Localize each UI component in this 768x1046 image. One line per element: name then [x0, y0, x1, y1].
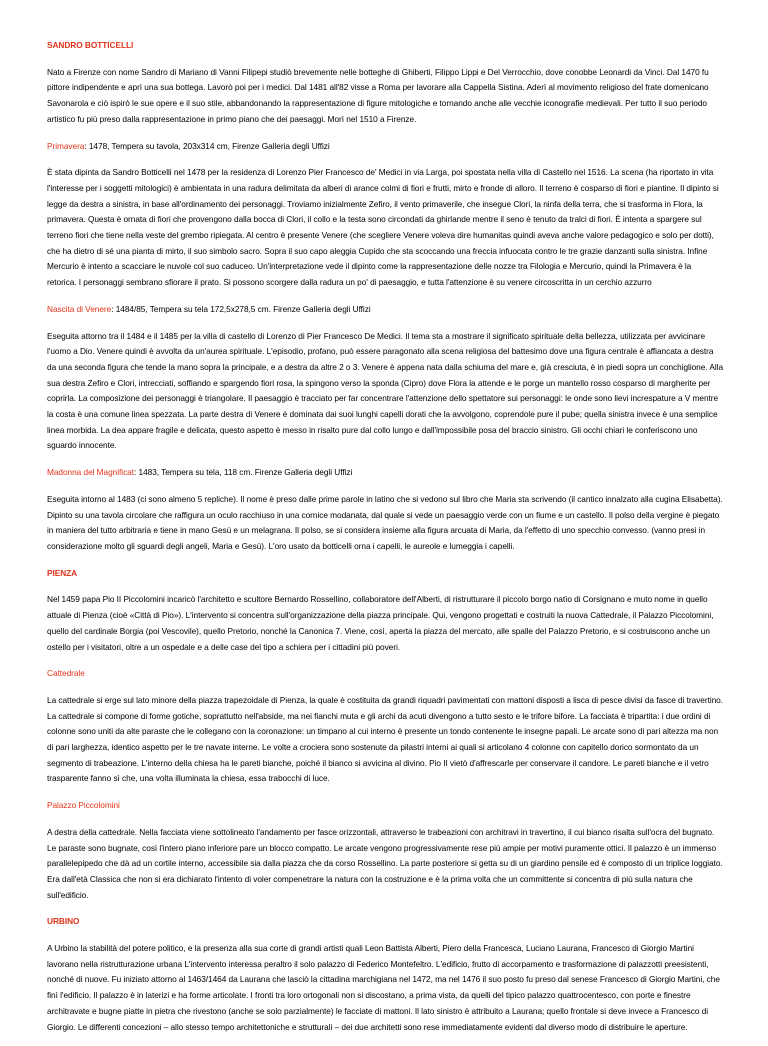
artwork-title-primavera: Primavera	[47, 140, 85, 151]
paragraph-magnificat: Eseguita intorno al 1483 (ci sono almeno 5 repliche). Il nome è preso dalle prime parole in latino che si vedono sul libro che Maria sta scrivendo (il cantico innalzato alla cugina Elisabetta). Dipinto su una tavola circolare che raffigura un oculo racchiuso in una cornice modanata, dal quale si vede un paesaggio verde con un fiume e un castello. Il polso della vergine è piegato in maniera del tutto arbitraria e tiene in mano Gesù e un melagrana. Il polso, se si considera insieme alla figura arcuata di Maria, da l'effetto di uno specchio convesso. (vanno presi in considerazione molto gli sguardi degli angeli, Maria e Gesù). L'oro usato da botticelli orna i capelli, le aureole e lumeggia i capelli.	[47, 493, 723, 551]
section-heading-botticelli: SANDRO BOTTICELLI	[47, 40, 134, 50]
paragraph-primavera: È stata dipinta da Sandro Botticelli nel 1478 per la residenza di Lorenzo Pier Francesco de' Medici in via Larga, poi spostata nella villa di Castello nel 1516. La scena (ha riportato in vita l'interesse per i soggetti mitologici) è ambientata in una radura delimitata da alberi di arance colmi di fiori e frutti, mirto e fronde di alloro. Il terreno è cosparso di fiori e piantine. Il dipinto si legge da destra a sinistra, in base all'ordinamento dei personaggi. Troviamo inizialmente Zefiro, il vento primaverile, che insegue Clori, la ninfa della terra, che si trasforma in Flora, la primavera. Questa è ornata di fiori che provengono dalla bocca di Clori, il collo e la testa sono circondati da ghirlande mentre il seno è tenuto da tralci di fiori. È intenta a spargere sul terreno fiori che tiene nella veste del grembo ripiegata. Al centro è presente Venere (che scegliere Venere voleva dire humanitas quindi aveva anche valore pedagogico e solo per dotti), che ha dietro di sé una pianta di mirto, il suo simbolo sacro. Sopra il suo capo aleggia Cupido che sta scoccando una freccia infuocata contro le tre grazie danzanti sulla sinistra. Infine Mercurio è intento a scacciare le nuvole col suo caduceo. Un'interpretazione vede il dipinto come la rappresentazione delle nozze tra Filologia e Mercurio, quindi la Primavera è la retorica. I personaggi sembrano sfiorare il prato. Si possono scorgere dalla radura un po' di paesaggio, e tutta l'attenzione è su venere circoscritta in un cerchio azzurro	[47, 167, 719, 288]
artwork-meta-primavera: : 1478, Tempera su tavola, 203x314 cm, Firenze Galleria degli Uffizi	[84, 140, 330, 151]
paragraph-cattedrale: La cattedrale si erge sul lato minore della piazza trapezoidale di Pienza, la quale è costituita da grandi riquadri pavimentati con mattoni disposti a lisca di pesce divisi da fasce di travertino. La cattedrale si compone di forme gotiche, soprattutto nell'abside, ma nei fianchi muta e gli archi da acuti divengono a tutto sesto e le trifore bifore. La facciata è tripartita: i due ordini di colonne sono uniti da alte paraste che le collegano con la coronazione: un timpano al cui interno è presente un tondo contenente le insegne papali. Le arcate sono di pari altezza ma non di pari larghezza, identico aspetto per le tre navate interne. Le volte a crociera sono sostenute da pilastri interni ai quali si articolano 4 colonne con capitello dorico sormontato da un segmento di trabeazione. L'interno della chiesa ha le pareti bianche, poiché il bianco si avvicina al divino. Pio II vietò d'affrescarle per conservare il candore. Le pareti bianche e il vetro trasparente fanno sì che, una volta illuminata la chiesa, essa trabocchi di luce.	[47, 694, 723, 784]
subheading-cattedrale	[47, 666, 723, 682]
paragraph-venere: Eseguita attorno tra il 1484 e il 1485 per la villa di castello di Lorenzo di Pier Francesco De Medici. Il tema sta a mostrare il significato spirituale della bellezza, utilizzata per avvicinare l'uomo a Dio. Venere quindi è avvolta da un'aurea spirituale. L'episodio, profano, può essere paragonato alla scena religiosa del battesimo dove una figura centrale è affiancata a destra da una seconda figura che tende la mano sopra la principale, e a destra da altre 2 o 3. Venere è appena nata dalla schiuma del mare e, già cresciuta, è in piedi sopra un conchiglione. Alla sua destra Zefiro e Clori, intrecciati, soffiando e spargendo fiori rosa, la spingono verso la sponda (Cipro) dove Flora la attende e le porge un mantello rosso cosparso di margherite per coprirla. La composizione dei personaggi è triangolare. Il paesaggio è tracciato per far concentrare l'attenzione dello spettatore sui personaggi: le onde sono lievi increspature a V mentre la costa è una comune linea spezzata. La parte destra di Venere è dominata dai suoi lunghi capelli dorati che la avvolgono, coprendole pure il pube; quella sinistra invece è una semplice linea morbida. La dea appare fragile e delicata, questo aspetto è messo in risalto pure dal collo lungo e dall'impossibile posa del braccio sinistro. Gli occhi chiari le conferiscono uno sguardo innocente.	[47, 330, 724, 451]
document-page	[47, 38, 723, 1046]
paragraph-urbino: A Urbino la stabilità del potere politico, e la presenza alla sua corte di grandi artisti quali Leon Battista Alberti, Piero della Francesca, Luciano Laurana, Francesco di Giorgio Martini lavorano nella ristrutturazione urbana L'intervento interessa peraltro il solo palazzo di Federico Montefeltro. L'edificio, frutto di accorpamento e trasformazione di palazzotti preesistenti, nonché di nuove. Fu iniziato attorno al 1463/1464 da Laurana che lasciò la cittadina marchigiana nel 1472, ma nel 1476 il suo posto fu preso dal senese Francesco di Giorgio Martini, che finì l'edificio. Il palazzo è in laterizi e ha forme articolate. I fronti tra loro ortogonali non si discostano, a prima vista, da quelli del tipico palazzo quattrocentesco, con porte e finestre architravate e bugne piatte in pietra che rivestono (anche se solo parzialmente) le facciate di mattoni. Il lato sinistro è attribuito a Laurana; quello frontale si deve invece a Francesco di Giorgio. Le differenti concezioni – allo stesso tempo architettoniche e strutturali – dei due architetti sono rese immediatamente evidenti dal diverso modo di distribuire le aperture.	[47, 943, 720, 1032]
subheading-palazzo-text: Palazzo Piccolomini	[47, 800, 120, 811]
artwork-caption-magnificat	[47, 465, 723, 481]
artwork-meta-venere: : 1484/85, Tempera su tela 172,5x278,5 cm. Firenze Galleria degli Uffizi	[111, 303, 371, 314]
section-heading-urbino: URBINO	[47, 916, 80, 927]
artwork-meta-magnificat: : 1483, Tempera su tela, 118 cm. Firenze Galleria degli Uffizi	[134, 467, 353, 478]
artwork-title-venere: Nascita di Venere	[47, 303, 112, 314]
artwork-caption-venere	[47, 302, 723, 318]
artwork-caption-primavera	[47, 139, 723, 155]
artwork-title-magnificat: Madonna del Magnificat	[47, 467, 134, 478]
paragraph-botticelli-bio: Nato a Firenze con nome Sandro di Mariano di Vanni Filipepi studiò brevemente nelle botteghe di Ghiberti, Filippo Lippi e Del Verrocchio, dove conobbe Leonardi da Vinci. Dal 1470 fu pittore indipendente e aprì una sua bottega. Lavorò poi per i medici. Dal 1481 all'82 visse a Roma per lavorare alla Cappella Sistina. Aderì al movimento religioso del frate domenicano Savonarola e ciò ispirò le sue opere e il suo stile, abbandonando la rappresentazione di figure mitologiche e tornando anche alle vecchie iconografie medievali. Per tutto il suo periodo artistico fu più preso dalla rappresentazione in primo piano che dei paesaggi. Morì nel 1510 a Firenze.	[47, 66, 709, 124]
subheading-palazzo	[47, 798, 723, 814]
paragraph-palazzo: A destra della cattedrale. Nella facciata viene sottolineato l'andamento per fasce orizzontali, attraverso le trabeazioni con architravi in travertino, il cui bianco risalta sull'ocra del bugnato. Le paraste sono bugnate, così l'intero piano inferiore pare un blocco compatto. Le arcate vengono progressivamente rese più ampie per motivi puramente ottici. Il palazzo è un immenso parallelepipedo che dà ad un cortile interno, accessibile sia dalla piazza che da corso Rossellino. La parte posteriore si getta su di un giardino pensile ed è composto di un triplice loggiato. Era dall'età Classica che non si era dichiarato l'intento di voler compenetrare la natura con la costruzione e è la prima volta che un committente si concentra di più sulla natura che sull'edificio.	[47, 826, 723, 900]
subheading-cattedrale-text: Cattedrale	[47, 668, 85, 679]
section-heading-pienza: PIENZA	[47, 567, 78, 578]
paragraph-pienza: Nel 1459 papa Pio II Piccolomini incaricò l'architetto e scultore Bernardo Rossellino, collaboratore dell'Alberti, di ristrutturare il piccolo borgo natìo di Corsignano e muto nome in quello attuale di Pienza (cioè «Città di Pio»). L'intervento si concentra sull'organizzazione della piazza principale. Qui, vengono progettati e costruiti la nuova Cattedrale, il Palazzo Piccolomini, quello del cardinale Borgia (poi Vescovile), quello Pretorio, nonché la Canonica 7. Viene, così, aperta la piazza del mercato, alle spalle del Palazzo Pretorio, e si costruiscono anche un ostello per i visitatori, oltre a un ospedale e a delle case del tipo a schiera per i cittadini più poveri.	[47, 594, 714, 652]
